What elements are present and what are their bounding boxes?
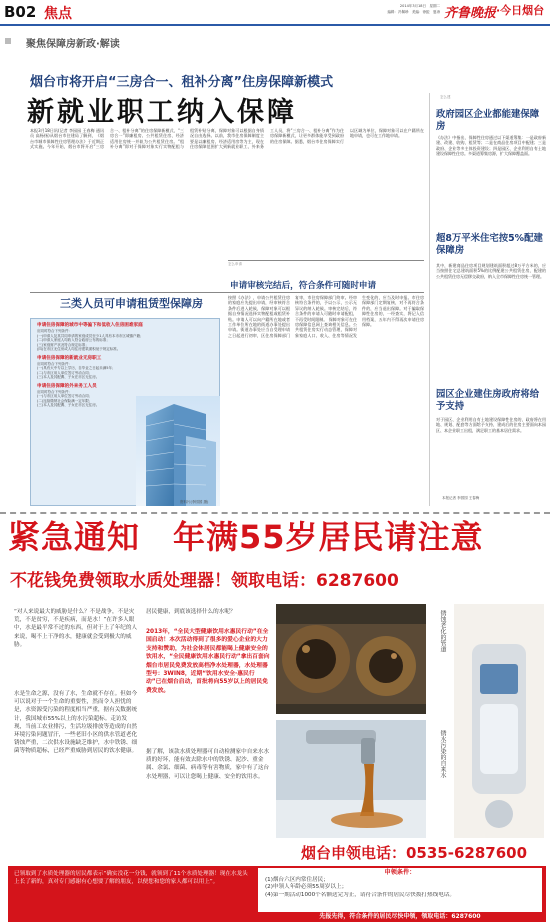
water-device-image — [454, 604, 544, 838]
eligibility-item: (三)本人及其配偶、子女在市区无住房。 — [37, 375, 100, 379]
device-photo — [454, 604, 544, 838]
ad-body-text: 水是生命之源，没有了水，生命就不存在。但如今可以说对于一个生命的重要性，然而令人担忧的是，水资源受污染的程度相当严重，据有关数据统计，我国城市55%以上的水污染超标。走访发现，当前工农业排污，生活垃圾排放等造成的自然环境污染问题冒汗，一些老旧小区的供水管道老化锈蚀严重，二次供水设施缺乏维护，水中铁锈、细菌等物质超标，已经严重威胁到居民的饮水健康。 — [14, 691, 138, 755]
eligibility-intro-2: 应同时符合下列条件： — [37, 361, 72, 366]
building-photo — [136, 396, 220, 506]
ad-footer-left: 已领取到了水质处理器的居民都表示“确实没花一分钱，就领到了11个水质处理器！现在水龙头上长了新的，真对专门感谢有心想要了解的朋友，以便您和您的家人都可以用上”。 — [14, 871, 248, 885]
section-label: 焦点 — [44, 6, 72, 22]
right-headline-3: 园区企业建住房政府将给予支持 — [436, 389, 540, 412]
page-code: B02 — [4, 3, 37, 21]
ad-body — [14, 690, 138, 842]
right-headline-1: 政府园区企业都能建保障房 — [436, 109, 540, 132]
article-kicker: 烟台市将开启“三房合一、租补分离”住房保障新模式 — [30, 75, 334, 90]
ad-body-c: 据了解，该款水质处理器可自动检测家中自来水水质的好坏，能有效去除水中的铁锈、泥沙、重金属、余氯、细菌、病毒等有害物质，家中有了这台水处理器，可以让您喝上健康、安全的饮用水。 — [146, 749, 270, 780]
masthead: 齐鲁晚报 — [444, 6, 497, 21]
article-body-text: 本报3月18日讯(记者 李园园 王春梅 通讯员 高杨扬)从烟台市住建局了解到，《烟台市城市保障性住房管理办法》于近期正式实施。今年开始，烟台市将开启“三房合一、租补分离”的住房保障新模式，“三房合一”即廉租房、公共租赁住房、经济适用住房统一并轨为公共租赁住房。“租补分离”即对于保障对象实行实物配租与租赁补贴分离，保障对象可以根据自身情况自由选择。以前，我市住房保障制度主要是以廉租房、经济适用房等为主，现在住房保障范围扩大到新就业职工、外来务工人员，将“三房合一、租补分离”作为住房保障新模式，让更多群体能享受到政府的住房保障。据悉，烟台市住房保障实行以区域为单位，保障对象可以在户籍所在地申请，也可在工作地申请。 — [30, 128, 424, 150]
eligibility-item: (一)具有大中专以上学历，自毕业之日起未满5年； — [37, 366, 116, 370]
phone-banner: 烟台申领电话：0535-6287600 — [300, 844, 528, 862]
date-line: 2014年3月18日 星期二 — [399, 4, 440, 8]
pipe-photo — [276, 604, 426, 714]
faucet-photo — [276, 720, 426, 838]
requirements-title: 申领条件： — [384, 869, 416, 876]
photo-label-2: 锈水污染的自来水 — [439, 730, 446, 778]
banner-title: 聚焦保障房新政·解读 — [26, 39, 120, 50]
article-headline: 新就业职工纳入保障 — [27, 97, 297, 128]
requirement-item: (4)第一期活动1000个名额送完为止，请符合条件的居民尽快拨打热线电话。 — [265, 891, 455, 898]
apply-body-text-b: 保障对象可在住房保障信息网上查询相关信息。公共租赁住房实行动态管理，保障对象家庭人口、收入、住房等情况发生变化的，应当及时申报。市住房保障部门定期复核，对不再符合条件的，应当退出保障。对于骗取保障性住房的，一经查实，将记入信用档案，五年内不得再次申请住房保障。 — [295, 295, 424, 338]
apply-body-text-a: 按照《办法》，申请公共租赁住房的家庭应先提出申请，经审核符合条件后进入轮候，保障对象可以根据自身情况选择实物配租或租赁补贴。申请人可以向户籍所在地或者工作单位所在地的街道办事处提出申请。街道办事处应当自受理申请之日起进行初审，区住房保障部门复审，市住房保障部门终审。经审核符合条件的，予以公示，公示无异议的纳入轮候。审核完结后，符合条件的申请人可随时申请配租，不再受时间限制。 — [228, 295, 357, 338]
rusty-pipe-image — [276, 604, 426, 714]
subhead-rule-2 — [228, 260, 424, 261]
eligibility-section-1 — [31, 319, 219, 352]
ad-lead: “对人来说最大的威胁是什么？不是战争，不是灾荒，不是贫穷，不是疾病，而是水！”在许多人眼中，水是最平常不过的东西，但对于上了年纪的人来说，喝不上干净的水，健康就会受到极大的威胁。 — [14, 609, 138, 648]
eligibility-title-2: 申请住房保障的新就业无房职工 — [37, 355, 102, 361]
building-illustration — [136, 396, 220, 506]
eligibility-item: (三)家庭财产状况符合规定标准； — [37, 342, 89, 347]
subhead-three-types: 三类人员可申请租赁型保障房 — [60, 297, 203, 310]
ad-subline: 不花钱免费领取水质处理器！领取电话：6287600 — [10, 571, 399, 591]
rusty-water-image — [276, 720, 426, 838]
eligibility-item: (三)本人及其配偶、子女在市区无住房。 — [37, 403, 100, 407]
ad-footer-bottom: 先报先得，符合条件的居民尽快申领，领取电话：6287600 — [319, 913, 481, 920]
eligibility-item: (四)在市区无住房或人均住房建筑面积低于规定标准。 — [37, 347, 121, 351]
requirement-item: (1)烟台六区内常住居民； — [265, 877, 329, 883]
right-headline-2: 超8万平米住宅按5%配建保障房 — [436, 233, 543, 256]
ad-footer-right — [258, 868, 542, 912]
section-tag-how: 怎么申请 — [228, 262, 242, 266]
right-column — [429, 93, 547, 506]
eligibility-section-2 — [31, 352, 151, 380]
article-body — [30, 128, 424, 280]
subhead-apply: 申请审核完结后，符合条件可随时申请 — [230, 281, 377, 291]
editor-line: 编辑：冯佩珍 美编：徐振 夏涛 — [387, 10, 440, 14]
right-section-tag: 怎么建 — [440, 95, 451, 99]
eligibility-intro-3: 应同时符合下列条件： — [37, 389, 72, 394]
ad-highlight: 2013年，“全民大型健康饮用水惠民行动”在全国启动！本次活动得到了很多的爱心企业的大力支持和赞助，为社会体居民都能喝上健康安全的饮用水，“全民健康饮用水惠民行动”拿出百套向烟台市居民免费发放高档净水处理器，水处理器型号：3WIN8，近期“饮用水安全·惠民行动”已在烟台启动，首批将向55岁以上的居民免费发放。 — [146, 629, 270, 694]
masthead-sub: ·今日烟台 — [496, 4, 545, 17]
photo-label-1: 锈蚀老化的管道 — [439, 610, 446, 652]
requirement-item: (2)申领人年龄必须55周岁以上； — [265, 884, 348, 891]
eligibility-title-1: 申请住房保障的城市中等偏下和低收入住房困难家庭 — [37, 323, 143, 328]
eligibility-item: (二)连续缴纳社会保险满一定年限； — [37, 398, 93, 403]
banner-icon — [5, 38, 11, 44]
right-text-2: 其中，新建商品住房项目规划建筑面积超过8万平方米的，应当按照住宅总建筑面积5%的比例配建公共租赁住房，配建的公共租赁住房无偿移交政府，纳入全市保障性住房统一管理。 — [436, 263, 546, 279]
eligibility-item: (一)申请人及其共同申请的家庭成员至少1人具有本市市区城镇户籍； — [37, 333, 144, 338]
eligibility-item: (二)申请人家庭人均收入符合政府公布的标准； — [37, 338, 110, 342]
eligibility-section-3 — [31, 380, 151, 408]
subhead-rule-1 — [30, 292, 424, 293]
topic-banner — [0, 32, 550, 50]
ad-headline: 紧急通知 年满55岁居民请注意 — [8, 518, 484, 556]
eligibility-title-3: 申请住房保障的外来务工人员 — [37, 383, 97, 389]
eligibility-item: (一)与市区用人单位签订劳动合同； — [37, 394, 93, 398]
right-text-3: 对于园区、企业利用自有土地建设保障性住房的，政府将在用地、规划、配套等方面给予支持，建成后的住房主要面向本园区、本企业职工出租，满足职工的基本居住需求。 — [436, 417, 546, 433]
right-byline: 本报记者 李园园 王春梅 — [442, 496, 480, 500]
ad-body-b: 居民健康，到底该选择什么的水呢？ — [146, 609, 236, 615]
photo-caption: 资料片(李园园 摄) — [180, 500, 209, 504]
right-text-1: 《办法》中指出，保障性住房通过以下渠道筹集：一是政府新建、改建、收购、租赁等；二是在商品住房项目中配建；三是政府、企业等多主体投资建设；四是园区、企业利用自有土地建设保障性住房。多渠道筹集房源，扩大保障覆盖面。 — [436, 135, 546, 157]
page-header — [0, 0, 550, 26]
eligibility-intro-1: 应同时符合下列条件： — [37, 329, 72, 333]
apply-body — [228, 295, 424, 503]
header-rule — [0, 24, 550, 26]
eligibility-item: (二)与市区用人单位签订劳动合同； — [37, 370, 93, 375]
